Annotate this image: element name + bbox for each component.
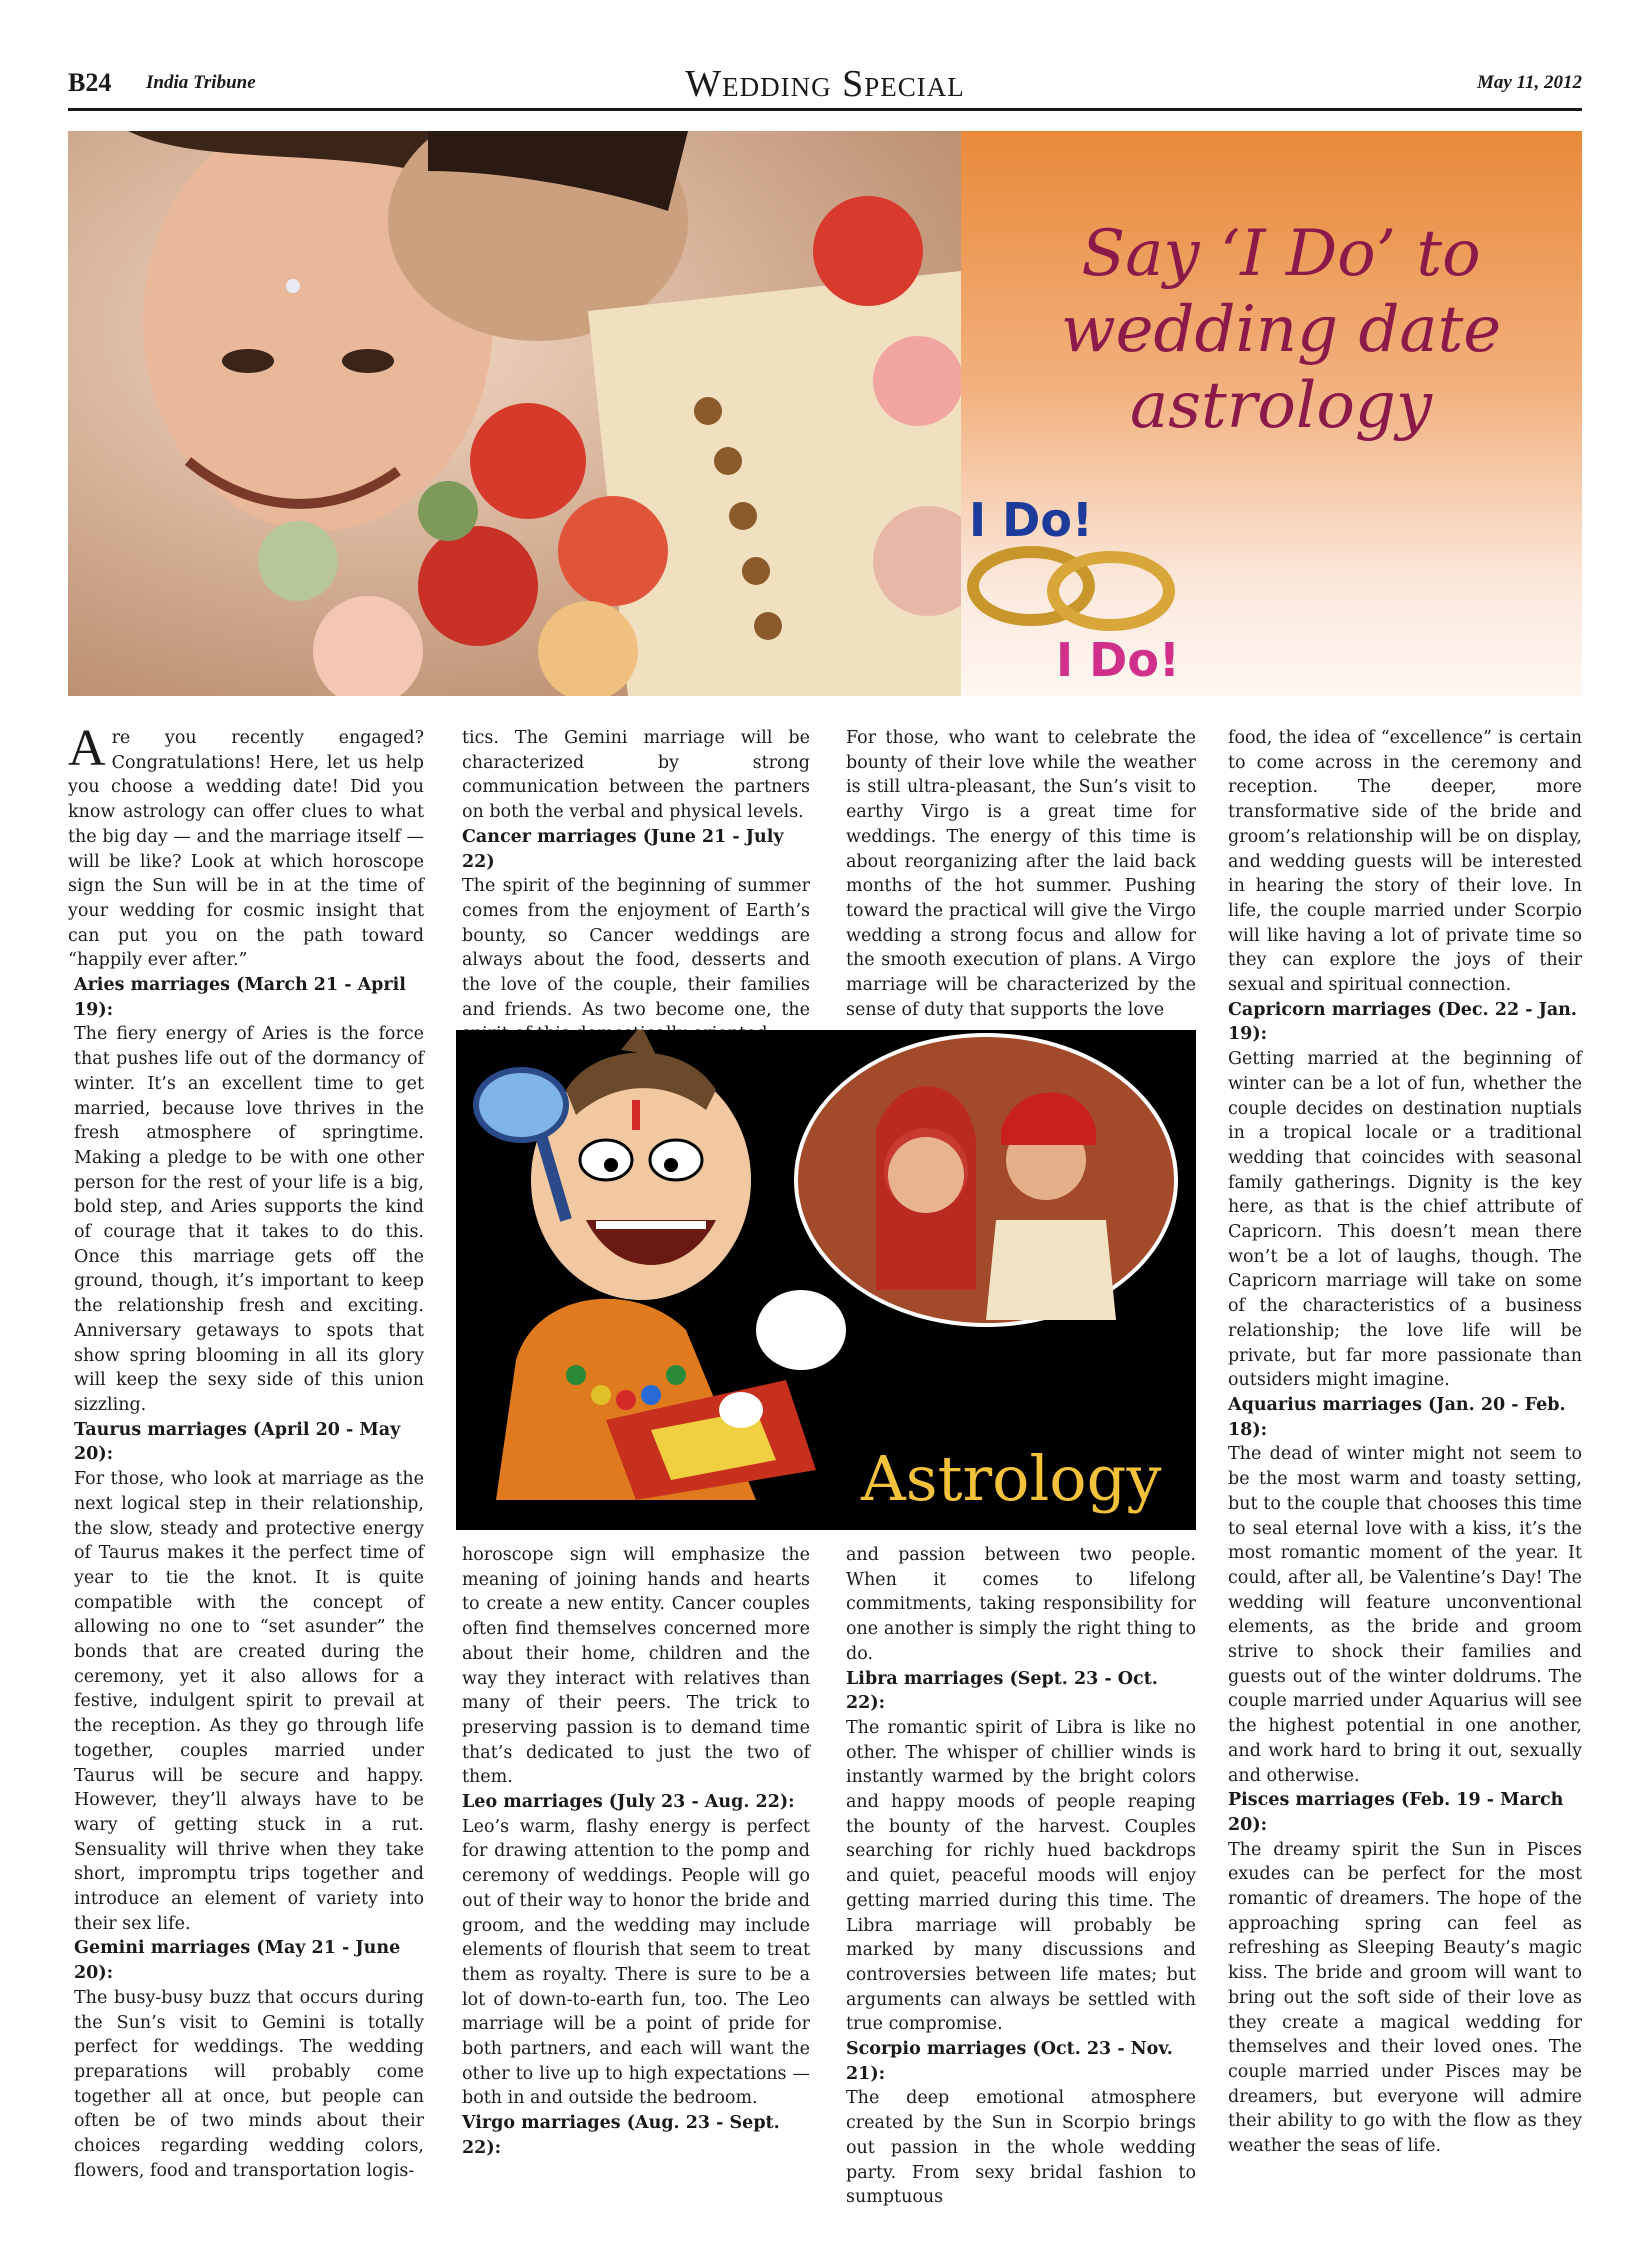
intro-paragraph — [68, 720, 424, 973]
badge-top-text: I Do! — [969, 493, 1093, 547]
header-rule — [68, 108, 1582, 111]
scorpio-heading: Scorpio marriages (Oct. 23 - Nov. 21): — [846, 2039, 1173, 2084]
gemini-text-part2: tics. The Gemini marriage will be characterized by strong communication between the partners on both the verbal and physical levels. — [462, 728, 810, 823]
pisces-text: The dreamy spirit the Sun in Pisces exudes can be perfect for the most romantic of dreamers. The hope of the approaching spring can feel as refreshing as Sleeping Beauty’s magic kiss. The bride and groom will want to bring out the soft side of their love as they create a magical wedding for themselves and their loved ones. The couple married under Pisces may be dreamers, but everyone will admire their ability to go with the flow as they weather the seas of life. — [1228, 1839, 1582, 2157]
column-2-bottom — [456, 1543, 810, 2161]
cancer-heading: Cancer marriages (June 21 - July 22) — [462, 826, 784, 872]
page-header — [68, 62, 1582, 110]
headline-panel — [961, 131, 1582, 696]
taurus-text: For those, who look at marriage as the next logical step in their relationship, the slow, steady and protective energy of Taurus makes it the perfect time of year to tie the knot. It is quite compatible with the concept of allowing no one to “set asunder” the bonds that are created during the ceremony, yet it also allows for a festive, indulgent spirit to prevail at the reception. As they go through life together, couples married under Taurus will be secure and happy. However, they’ll always have to be wary of getting stuck in a rut. Sensuality will thrive when they take short, impromptu trips together and introduce an element of variety into their sex life. — [74, 1469, 424, 1934]
leo-text: Leo’s warm, flashy energy is perfect for drawing attention to the pomp and ceremony of weddings. People will go out of their way to honor the bride and groom, and the wedding may include elements of flourish that seem to treat them as royalty. There is sure to be a lot of down-to-earth fun, too. The Leo marriage will be a point of pride for both partners, and each will want the other to live up to high expectations — both in and outside the bedroom. — [462, 1816, 810, 2109]
i-do-rings-graphic — [961, 476, 1261, 691]
capricorn-heading: Capricorn marriages (Dec. 22 - Jan. 19): — [1228, 999, 1578, 1045]
cancer-text-part2: horoscope sign will emphasize the meaning of joining hands and hearts to create a new entity. Cancer couples often find themselves concerned more about their home, children and the way they interact with relatives than many of their peers. The trick to preserving passion is to demand time that’s dedicated to just the two of them. — [462, 1545, 810, 1788]
astrologer-cartoon-illustration — [456, 1030, 1196, 1530]
capricorn-text: Getting married at the beginning of winter can be a lot of fun, whether the couple decides on destination nuptials in a tropical locale or a traditional wedding that coincides with seasonal family gatherings. Dignity is the key here, as that is the chief attribute of Capricorn. This doesn’t mean there won’t be a lot of laughs, though. The Capricorn marriage will take on some of the characteristics of a business relationship; the love life will be private, but far more passionate than outsiders might imagine. — [1228, 1049, 1582, 1391]
column-1 — [68, 720, 424, 2183]
astrology-artwork — [456, 1030, 1196, 1530]
column-3-top — [840, 726, 1196, 1022]
aries-heading: Aries marriages (March 21 - April 19): — [74, 975, 406, 1020]
column-3-bottom — [840, 1543, 1196, 2210]
scorpio-text-part2: food, the idea of “excellence” is certain to come across in the ceremony and reception. The deeper, more transformative side of the bride and groom’s relationship will be on display, and wedding guests will be interested in hearing the story of their love. In life, the couple married under Scorpio will like having a lot of private time so they can explore the joys of their sexual and spiritual connection. — [1228, 728, 1582, 996]
gemini-text-part1: The busy-busy buzz that occurs during the Sun’s visit to Gemini is totally perfect for weddings. The wedding preparations will probably come together all at once, but people can often be of two minds about their choices regarding wedding colors, flowers, food and transportation logis- — [74, 1987, 424, 2181]
headline-line-3: astrology — [1130, 369, 1432, 443]
headline-line-2: wedding date — [1060, 293, 1502, 367]
column-2-top — [456, 726, 810, 1047]
libra-text: The romantic spirit of Libra is like no other. The whisper of chillier winds is instantly warmed by the bright colors and happy moods of people reaping the bounty of the harvest. Couples searching for richly hued backdrops and quiet, peaceful moods will enjoy getting married during this time. The Libra marriage will probably be marked by many discussions and controversies between life mates; but arguments can always be settled with true compromise. — [846, 1717, 1196, 2035]
intro-text: re you recently engaged? Congratulations! Here, let us help you choose a wedding date! Did you know astrology can offer clues to what the big day — and the marriage itself — will be like? Look at which horoscope sign the Sun will be in at the time of your wedding for cosmic insight that can put you on the path toward “happily ever after.” — [68, 728, 424, 971]
aquarius-text: The dead of winter might not seem to be the most warm and toasty setting, but to the couple that chooses this time to seal eternal love with a kiss, it’s the most romantic moment of the year. It could, after all, be Valentine’s Day! The wedding will feature unconventional elements, as the bride and groom strive to shock their families and guests out of the winter doldrums. The couple married under Aquarius will see the highest potential in one another, and work hard to bring it out, sexually and otherwise. — [1228, 1444, 1582, 1786]
virgo-text-part2: and passion between two people. When it comes to lifelong commitments, taking responsibility for one another is simply the right thing to do. — [846, 1545, 1196, 1664]
leo-heading: Leo marriages (July 23 - Aug. 22): — [462, 1792, 795, 1813]
aquarius-heading: Aquarius marriages (Jan. 20 - Feb. 18): — [1228, 1394, 1566, 1440]
hero-photo — [68, 131, 961, 696]
headline — [1021, 216, 1541, 444]
taurus-heading: Taurus marriages (April 20 - May 20): — [74, 1419, 401, 1465]
cancer-text-part1: The spirit of the beginning of summer comes from the enjoyment of Earth’s bounty, so Cancer weddings are always about the food, desserts and the love of the couple, their families and friends. As two become one, the — [462, 876, 810, 1020]
pisces-heading: Pisces marriages (Feb. 19 - March 20): — [1228, 1790, 1564, 1835]
badge-bottom-text: I Do! — [1056, 633, 1180, 687]
couple-photo-illustration — [68, 131, 961, 696]
virgo-text-part1: For those, who want to celebrate the bounty of their love while the weather is still ultra-pleasant, the Sun’s visit to earthy Virgo is a great time for weddings. The energy of this time is about reorganizing after the laid back months of the hot summer. Pushing toward the practical will give the Virgo wedding a strong focus and allow for the smooth execution of plans. A Virgo marriage will be characterized by the sense of duty that supports the love — [846, 728, 1196, 1020]
headline-line-1: Say ‘I Do’ to — [1081, 217, 1481, 291]
issue-date: May 11, 2012 — [1476, 72, 1582, 93]
drop-cap: A — [68, 720, 106, 777]
scorpio-text-part1: The deep emotional atmosphere created by the Sun in Scorpio brings out passion in the whole wedding party. From sexy bridal fashion to sumptuous — [846, 2088, 1196, 2208]
gemini-heading: Gemini marriages (May 21 - June 20): — [74, 1938, 401, 1984]
column-4 — [1222, 726, 1582, 2159]
page-number: B24 — [68, 68, 112, 97]
virgo-heading: Virgo marriages (Aug. 23 - Sept. 22): — [462, 2113, 780, 2158]
libra-heading: Libra marriages (Sept. 23 - Oct. 22): — [846, 1668, 1158, 1714]
publication-name: India Tribune — [146, 72, 256, 93]
section-title: Wedding Special — [685, 63, 965, 105]
astrology-label: Astrology — [861, 1442, 1162, 1515]
aries-text: The fiery energy of Aries is the force that pushes life out of the dormancy of winter. It’s an excellent time to get married, because love thrives in the fresh atmosphere of springtime. Making a pledge to be with one other person for the rest of your life is a big, bold step, and Aries supports the kind of courage that it takes to do this. Once this marriage gets off the ground, though, it’s important to keep the relationship fresh and exciting. Anniversary getaways to spots that show spring blooming in all its glory will keep the sexy side of this union sizzling. — [74, 1024, 424, 1415]
